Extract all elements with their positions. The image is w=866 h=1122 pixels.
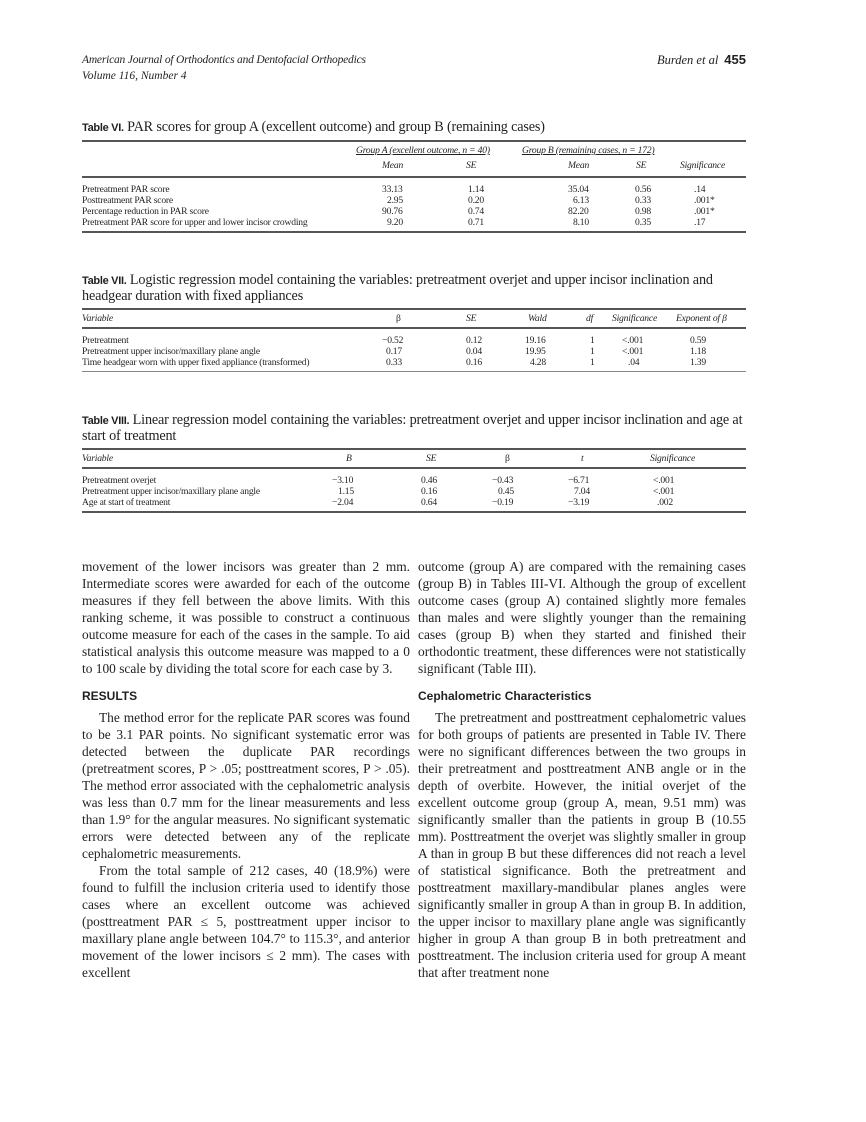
- col-header: Mean: [568, 160, 590, 171]
- author-running-head: Burden et al: [656, 53, 719, 67]
- col-header: SE: [466, 160, 477, 171]
- paragraph: movement of the lower incisors was greater than 2 mm. Intermediate scores were awarded for each of the outcome measures if they fell between the above limits. With this ranking scheme, it was possible to construct a continuous outcome measure for each of the cases in the sample. To aid statistical analysis this outcome measure was mapped to a 0 to 100 scale by dividing the total score for each case by 3.: [82, 559, 410, 676]
- paragraph: From the total sample of 212 cases, 40 (18.9%) were found to fulfill the inclusion criteria used to identify those cases where an excellent outcome was achieved (posttreatment PAR ≤ 5, posttreatment upper incisor to maxillary plane angle between 104.7° to 115.3°, and anterior movement of the lower incisors ≤ 2 mm). The cases with excellent: [82, 863, 410, 980]
- running-header: [82, 52, 746, 84]
- right-column: [418, 558, 746, 981]
- group-b-header: Group B (remaining cases, n = 172): [522, 145, 655, 156]
- table-caption: [82, 413, 746, 444]
- table-caption: [82, 120, 746, 136]
- running-head: [657, 52, 746, 68]
- paragraph: outcome (group A) are compared with the remaining cases (group B) in Tables III-VI. Although the group of excellent outcome cases (group A) contained slightly more females than males and were slightly younger than the remaining cases (group B) when they started and finished their orthodontic treatment, these differences were not statistically significant (Table III).: [418, 559, 746, 676]
- table-caption-text: Linear regression model containing the variables: pretreatment overjet and upper incisor inclination and age at start of treatment: [82, 412, 743, 444]
- col-header: Significance: [680, 160, 726, 171]
- table-viii: [82, 413, 746, 513]
- table-row: Posttreatment PAR score 2.95 0.20 6.13 0.33 .001*: [82, 195, 715, 206]
- table-caption-text: Logistic regression model containing the variables: pretreatment overjet and upper incisor inclination and headgear duration with fixed appliances: [82, 272, 713, 304]
- table-row: Age at start of treatment −2.04 0.64 −0.19 −3.19 .002: [82, 497, 673, 508]
- section-heading-results: RESULTS: [82, 689, 138, 703]
- group-a-header: Group A (excellent outcome, n = 40): [356, 145, 490, 156]
- paragraph: The pretreatment and posttreatment cephalometric values for both groups of patients are presented in Table IV. There were no significant differences between the two groups in their pretreatment and posttreatment ANB angle or in the depth of overbite. However, the initial overjet of the excellent outcome group (group A, mean, 9.51 mm) was significantly smaller than the patients in group B (10.55 mm). Posttreatment the overjet was slightly smaller in group A than in group B but these differences did not reach a level of statistical significance. Both the pretreatment and posttreatment maxillary-mandibular planes angles were significantly smaller in group A than in group B. In addition, the upper incisor to maxillary plane angle was significantly higher in group A than group B in both pretreatment and posttreatment. The inclusion criteria used for group A meant that after treatment none: [418, 710, 746, 980]
- table-column-header: Variable β SE Wald df Significance Exponent of β: [82, 313, 727, 324]
- table-row: Pretreatment −0.52 0.12 19.16 1 <.001 0.59: [82, 335, 706, 346]
- table-label: Table VIII.: [82, 415, 130, 427]
- left-column: [82, 558, 410, 981]
- col-header: Mean: [382, 160, 404, 171]
- page-number: 455: [724, 52, 746, 67]
- table-row: Pretreatment upper incisor/maxillary plane angle 0.17 0.04 19.95 1 <.001 1.18: [82, 346, 706, 357]
- table-column-header: Variable B SE β t Significance: [82, 453, 696, 464]
- table-row: Percentage reduction in PAR score 90.76 0.74 82.20 0.98 .001*: [82, 206, 715, 217]
- table-column-header: [82, 160, 746, 176]
- journal-title: American Journal of Orthodontics and Dentofacial Orthopedics: [82, 54, 366, 66]
- table-row: Pretreatment PAR score for upper and lower incisor crowding 9.20 0.71 8.10 0.35 .17: [82, 217, 706, 228]
- table-row: Time headgear worn with upper fixed appliance (transformed) 0.33 0.16 4.28 1 .04 1.39: [82, 357, 706, 368]
- table-row: Pretreatment upper incisor/maxillary plane angle 1.15 0.16 0.45 7.04 <.001: [82, 486, 675, 497]
- section-heading-cephalometric: Cephalometric Characteristics: [418, 689, 592, 703]
- paragraph: The method error for the replicate PAR scores was found to be 3.1 PAR points. No significant systematic error was detected between the duplicate PAR recordings (pretreatment scores, P > .05; posttreatment scores, P > .05). The method error associated with the cephalometric analysis was less than 0.7 mm for the linear measurements and less than 1.9° for the angular measures. No significant systematic errors were detected between any of the replicate cephalometric measurements.: [82, 710, 410, 861]
- table-caption-text: PAR scores for group A (excellent outcome) and group B (remaining cases): [127, 119, 545, 135]
- col-header: SE: [636, 160, 647, 171]
- table-group-header: [82, 145, 746, 160]
- table-row: Pretreatment PAR score 33.13 1.14 35.04 0.56 .14: [82, 184, 706, 195]
- table-label: Table VII.: [82, 275, 127, 287]
- table-caption: [82, 273, 746, 304]
- table-row: Pretreatment overjet −3.10 0.46 −0.43 −6.71 <.001: [82, 475, 675, 486]
- journal-volume: Volume 116, Number 4: [82, 70, 187, 82]
- table-vi: [82, 120, 746, 233]
- table-vii: [82, 273, 746, 372]
- table-label: Table VI.: [82, 122, 124, 134]
